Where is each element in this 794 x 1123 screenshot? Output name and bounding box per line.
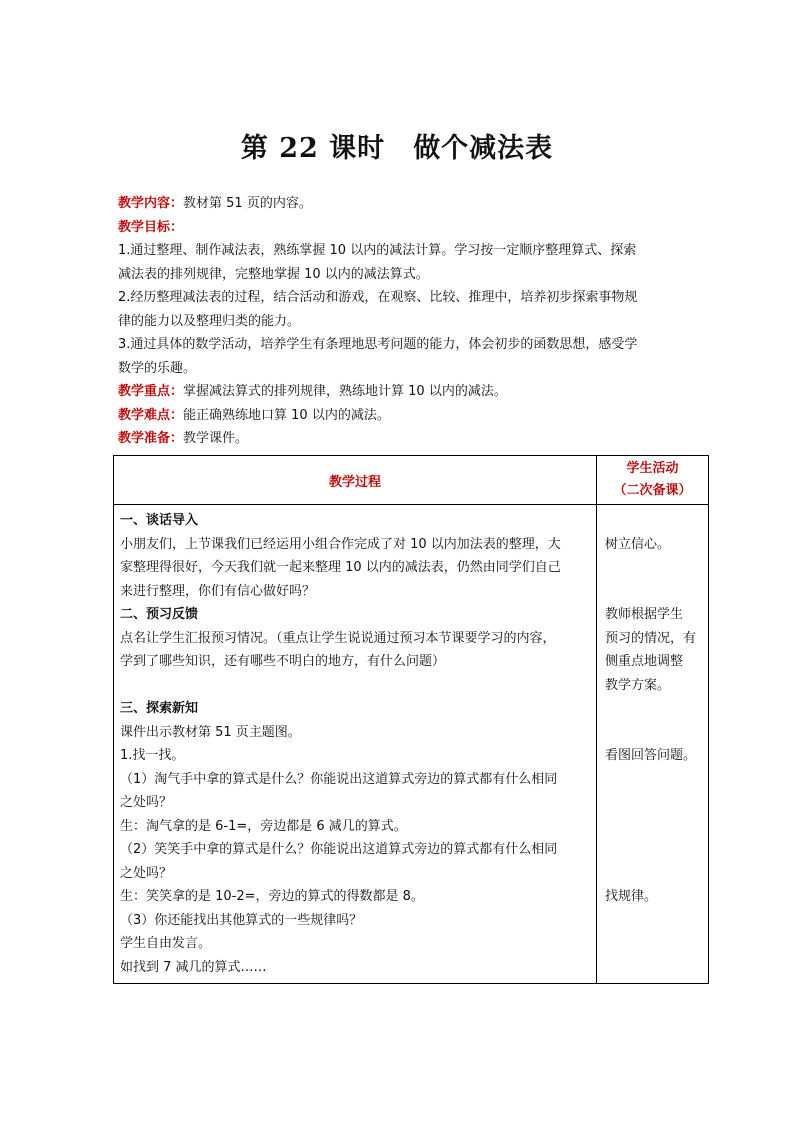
colon: ：	[170, 407, 184, 423]
blank-line	[120, 674, 590, 698]
teaching-key-label: 教学重点	[118, 384, 171, 399]
side-note-adjust-line-1: 教师根据学生	[605, 607, 684, 622]
goal-1-line-1: 1.通过整理、制作减法表，熟练掌握 10 以内的减法计算。学习按一定顺序整理算式、探索	[118, 243, 637, 258]
section-2-line-1: 点名让学生汇报预习情况。（重点让学生说说通过预习本节课要学习的内容，	[120, 630, 556, 646]
teaching-difficulty-text: 能正确熟练地口算 10 以内的减法。	[183, 407, 390, 423]
section-3-title: 三、探索新知	[120, 701, 199, 716]
goal-3-line-1: 3.通过具体的数学活动，培养学生有条理地思考问题的能力，体会初步的函数思想，感受学	[118, 337, 638, 352]
spacer	[605, 791, 708, 815]
section-3-line-10: 学生自由发言。	[120, 936, 212, 951]
teaching-preparation-label: 教学准备	[118, 431, 171, 446]
colon: ：	[170, 219, 184, 235]
section-1-line-2: 家整理得很好，今天我们就一起来整理 10 以内的减法表，仍然由同学们自己	[120, 560, 561, 575]
spacer	[605, 580, 708, 604]
spacer	[605, 838, 708, 862]
table-header-row	[114, 456, 709, 505]
table-body-row	[114, 505, 709, 984]
teaching-goals-heading	[118, 216, 688, 240]
spacer	[605, 862, 708, 886]
section-2-line-2: 学到了哪些知识，还有哪些不明白的地方，有什么问题）	[120, 654, 446, 669]
spacer	[605, 768, 708, 792]
section-3-line-1: 课件出示教材第 51 页主题图。	[120, 724, 301, 740]
spacer	[605, 721, 708, 745]
teaching-content-text: 教材第 51 页的内容。	[183, 196, 312, 211]
title-lesson-number: 第 22 课时	[240, 133, 386, 164]
student-activity-cell	[597, 505, 709, 984]
teaching-preparation-text: 教学课件。	[183, 431, 249, 446]
lesson-meta	[118, 192, 688, 451]
side-note-adjust-line-2: 预习的情况，有	[605, 630, 697, 646]
teaching-content	[118, 192, 688, 216]
teaching-difficulty-label: 教学难点	[118, 407, 171, 423]
teaching-key-text: 掌握减法算式的排列规律，熟练地计算 10 以内的减法。	[183, 384, 507, 399]
page-title	[0, 126, 794, 165]
spacer	[605, 815, 708, 839]
lesson-process-table	[113, 455, 709, 984]
section-3-line-11: 如找到 7 减几的算式……	[120, 959, 267, 975]
spacer	[605, 697, 708, 721]
header-teaching-process: 教学过程	[114, 456, 597, 505]
section-3-line-7: 之处吗？	[120, 865, 173, 881]
goal-2-line-1: 2.经历整理减法表的过程，结合活动和游戏，在观察、比较、推理中，培养初步探索事物规	[118, 290, 638, 305]
section-3-line-4: 之处吗？	[120, 795, 173, 810]
section-3-line-9: （3）你还能找出其他算式的一些规律吗？	[120, 912, 363, 928]
teaching-process-cell	[114, 505, 597, 984]
goal-2-line-2: 律的能力以及整理归类的能力。	[118, 313, 301, 329]
header-student-activity	[597, 456, 709, 505]
section-3-line-5: 生：淘气拿的是 6-1=，旁边都是 6 减几的算式。	[120, 818, 407, 834]
section-1-line-1: 小朋友们，上节课我们已经运用小组合作完成了对 10 以内加法表的整理，大	[120, 536, 561, 552]
side-note-adjust-line-4: 教学方案。	[605, 677, 671, 693]
section-1-title: 一、谈话导入	[120, 513, 199, 528]
goal-1-line-2: 减法表的排列规律，完整地掌握 10 以内的减法算式。	[118, 266, 429, 282]
section-1-line-3: 来进行整理，你们有信心做好吗？	[120, 583, 316, 599]
section-3-line-3: （1）淘气手中拿的算式是什么？你能说出这道算式旁边的算式都有什么相同	[120, 771, 558, 787]
side-note-confidence: 树立信心。	[605, 536, 671, 552]
teaching-key-point	[118, 380, 688, 404]
colon: ：	[170, 384, 184, 399]
section-3-line-8: 生：笑笑拿的是 10-2=，旁边的算式的得数都是 8。	[120, 889, 424, 904]
side-note-find-pattern: 找规律。	[605, 889, 658, 904]
section-2-title: 二、预习反馈	[120, 607, 199, 622]
title-lesson-name: 做个减法表	[413, 133, 554, 164]
teaching-preparation	[118, 427, 688, 451]
side-note-adjust-line-3: 侧重点地调整	[605, 654, 684, 669]
teaching-goals-label: 教学目标	[118, 219, 171, 235]
colon: ：	[170, 196, 184, 211]
spacer	[605, 509, 708, 533]
section-3-line-6: （2）笑笑手中拿的算式是什么？你能说出这道算式旁边的算式都有什么相同	[120, 842, 558, 857]
side-note-look-and-answer: 看图回答问题。	[605, 748, 697, 763]
header-student-activity-line-1: 学生活动	[626, 461, 679, 476]
teaching-difficulty	[118, 404, 688, 428]
teaching-content-label: 教学内容	[118, 196, 171, 211]
spacer	[605, 556, 708, 580]
goal-3-line-2: 数学的乐趣。	[118, 360, 197, 376]
colon: ：	[170, 431, 184, 446]
section-3-line-2: 1.找一找。	[120, 748, 185, 763]
header-student-activity-line-2: （二次备课）	[613, 483, 692, 498]
